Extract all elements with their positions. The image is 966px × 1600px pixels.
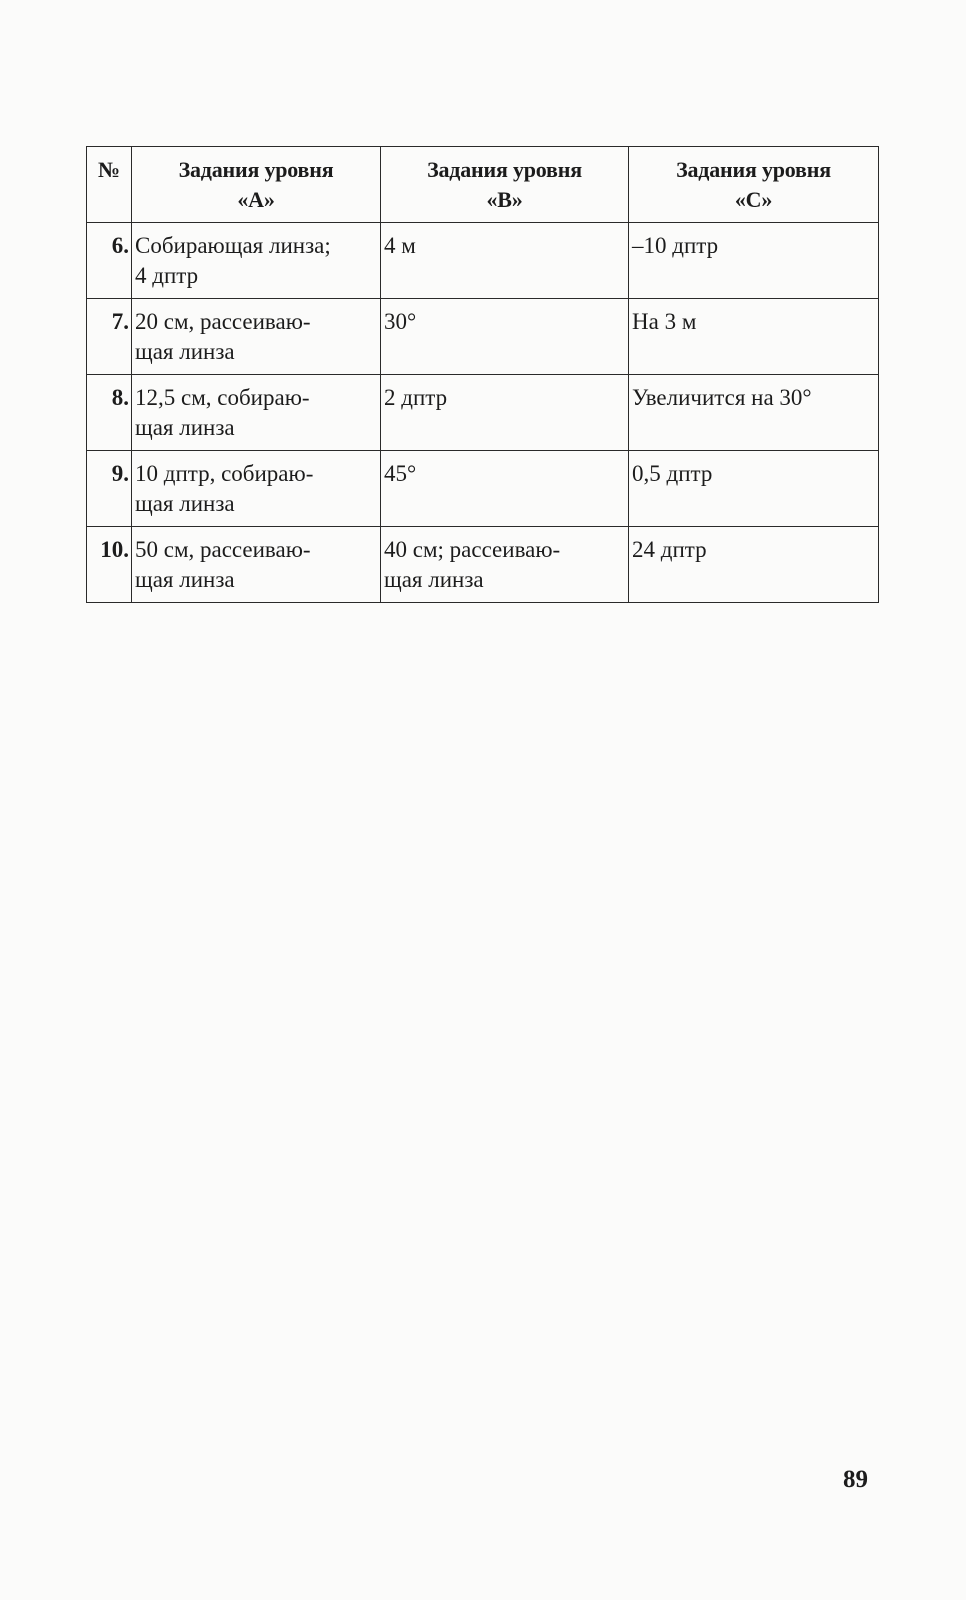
cell-level-b: [381, 223, 629, 299]
cell-line: 45°: [384, 461, 417, 486]
cell-level-c: [629, 451, 879, 527]
table-row: [87, 375, 879, 451]
row-number: 9.: [87, 451, 132, 527]
header-level-b-line2: «В»: [486, 187, 523, 212]
cell-line: 40 см; рассеиваю-: [384, 537, 561, 562]
cell-line: 0,5 дптр: [632, 461, 713, 486]
row-number: 10.: [87, 527, 132, 603]
cell-line: 4 дптр: [135, 263, 199, 288]
cell-line: Увеличится на 30°: [632, 385, 812, 410]
cell-level-c: [629, 375, 879, 451]
header-number-label: №: [98, 157, 120, 182]
cell-level-a: [132, 299, 381, 375]
cell-line: 4 м: [384, 233, 416, 258]
cell-line: На 3 м: [632, 309, 697, 334]
cell-line: –10 дптр: [632, 233, 719, 258]
cell-line: 12,5 см, собираю-: [135, 385, 310, 410]
cell-line: щая линза: [135, 339, 235, 364]
table-header-row: [87, 147, 879, 223]
header-level-b: [381, 147, 629, 223]
table-row: [87, 223, 879, 299]
header-level-a-line1: Задания уровня: [178, 157, 334, 182]
cell-line: 24 дптр: [632, 537, 707, 562]
header-level-c: [629, 147, 879, 223]
cell-line: 50 см, рассеиваю-: [135, 537, 311, 562]
cell-line: щая линза: [135, 415, 235, 440]
header-level-a: [132, 147, 381, 223]
table-row: [87, 527, 879, 603]
cell-line: 2 дптр: [384, 385, 448, 410]
row-number: 7.: [87, 299, 132, 375]
cell-level-b: [381, 299, 629, 375]
cell-level-a: [132, 375, 381, 451]
table-row: [87, 451, 879, 527]
cell-level-c: [629, 223, 879, 299]
cell-line: щая линза: [384, 567, 484, 592]
cell-line: 30°: [384, 309, 417, 334]
header-level-c-line1: Задания уровня: [676, 157, 831, 182]
cell-level-b: [381, 451, 629, 527]
cell-line: щая линза: [135, 567, 235, 592]
answers-table: [86, 146, 879, 603]
cell-level-b: [381, 527, 629, 603]
cell-line: щая линза: [135, 491, 235, 516]
page-number: 89: [843, 1466, 868, 1493]
header-number: [87, 147, 132, 223]
cell-level-a: [132, 451, 381, 527]
row-number: 8.: [87, 375, 132, 451]
cell-level-c: [629, 299, 879, 375]
header-level-b-line1: Задания уровня: [427, 157, 582, 182]
cell-line: 10 дптр, собираю-: [135, 461, 314, 486]
cell-line: 20 см, рассеиваю-: [135, 309, 311, 334]
row-number: 6.: [87, 223, 132, 299]
header-level-a-line2: «А»: [237, 187, 275, 212]
cell-level-a: [132, 223, 381, 299]
header-level-c-line2: «С»: [734, 187, 773, 212]
cell-level-c: [629, 527, 879, 603]
cell-level-a: [132, 527, 381, 603]
table-row: [87, 299, 879, 375]
cell-line: Собирающая линза;: [135, 233, 331, 258]
cell-level-b: [381, 375, 629, 451]
